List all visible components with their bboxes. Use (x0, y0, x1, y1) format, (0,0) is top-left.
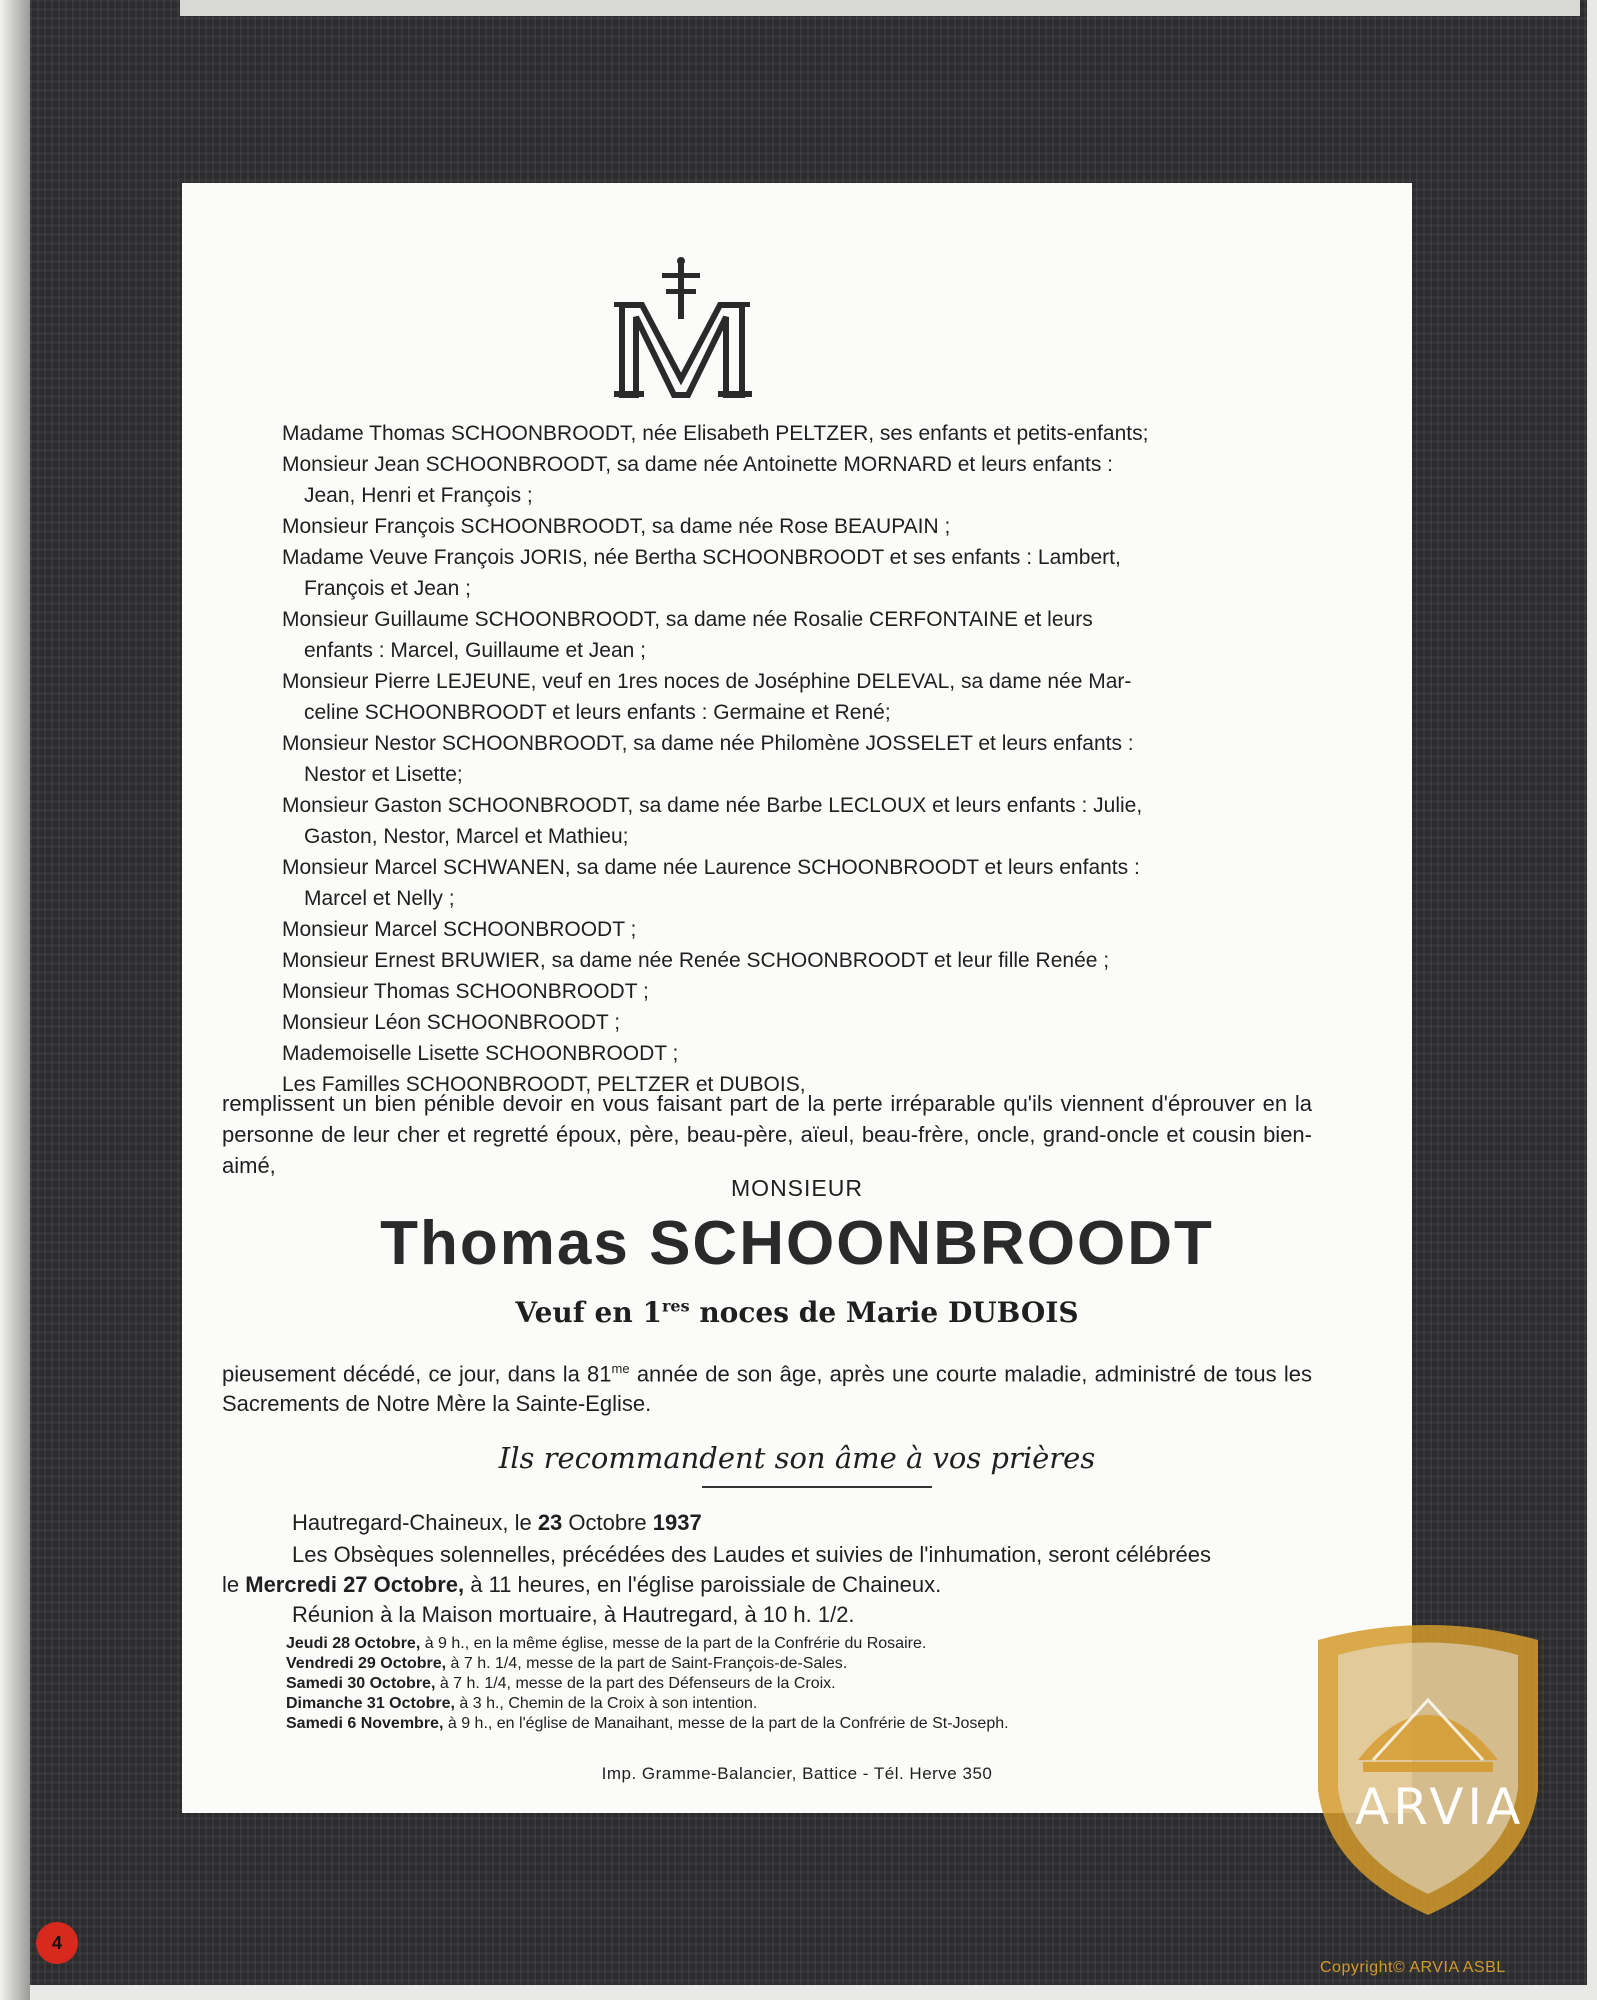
mourner-entry: Monsieur Jean SCHOONBROODT, sa dame née Antoinette MORNARD et leurs enfants : Jean, Henri et François ; (282, 453, 1114, 507)
honorific: MONSIEUR (731, 1175, 863, 1201)
scan-top-edge (180, 0, 1580, 16)
mourner-entry: Monsieur Pierre LEJEUNE, veuf en 1res noces de Joséphine DELEVAL, sa dame née Mar- celine SCHOONBROODT et leurs enfants : Germaine et René; (282, 670, 1132, 724)
scan-bottom-edge (30, 1985, 1597, 2000)
mourner-entry: Monsieur Ernest BRUWIER, sa dame née Renée SCHOONBROODT et leur fille Renée ; (282, 949, 1110, 972)
mass-item: Jeudi 28 Octobre, à 9 h., en la même église, messe de la part de la Confrérie du Rosaire. (286, 1635, 927, 1652)
mourner-entry: Monsieur Thomas SCHOONBROODT ; (282, 980, 649, 1003)
mass-schedule (286, 1634, 1346, 1734)
mourner-entry: Monsieur Marcel SCHWANEN, sa dame née Laurence SCHOONBROODT et leurs enfants : Marcel et Nelly ; (282, 856, 1140, 910)
widower-line: Veuf en 1res noces de Marie DUBOIS (515, 1296, 1079, 1329)
mourners-list (282, 418, 1312, 1100)
gathering-info: Réunion à la Maison mortuaire, à Hautregard, à 10 h. 1/2. (292, 1602, 855, 1627)
printer-credit: Imp. Gramme-Balancier, Battice - Tél. Herve 350 (601, 1764, 993, 1783)
prayer-line: Ils recommandent son âme à vos prières (498, 1441, 1096, 1475)
mourner-entry: Madame Veuve François JORIS, née Bertha SCHOONBROODT et ses enfants : Lambert, François et Jean ; (282, 546, 1121, 600)
marian-monogram-icon (592, 255, 772, 405)
mass-item: Vendredi 29 Octobre, à 7 h. 1/4, messe de la part de Saint-François-de-Sales. (286, 1655, 848, 1672)
scan-edge (0, 0, 30, 2000)
mourner-entry: Mademoiselle Lisette SCHOONBROODT ; (282, 1042, 679, 1065)
mass-item: Dimanche 31 Octobre, à 3 h., Chemin de la Croix à son intention. (286, 1695, 758, 1712)
mass-item: Samedi 30 Octobre, à 7 h. 1/4, messe de la part des Défenseurs de la Croix. (286, 1675, 836, 1692)
divider (702, 1486, 932, 1488)
page-number-badge: 4 (36, 1922, 78, 1964)
place-and-date: Hautregard-Chaineux, le 23 Octobre 1937 (292, 1510, 702, 1535)
watermark-label: ARVIA (1355, 1778, 1525, 1836)
funeral-details: Les Obsèques solennelles, précédées des Laudes et suivies de l'inhumation, seront célébrées le Mercredi 27 Octobre, à 11 heures, en l'église paroissiale de Chaineux. (222, 1542, 1211, 1597)
mourner-entry: Monsieur Guillaume SCHOONBROODT, sa dame née Rosalie CERFONTAINE et leurs enfants : Marcel, Guillaume et Jean ; (282, 608, 1093, 662)
mourner-entry: Madame Thomas SCHOONBROODT, née Elisabeth PELTZER, ses enfants et petits-enfants; (282, 422, 1149, 445)
mourner-entry: Monsieur Léon SCHOONBROODT ; (282, 1011, 621, 1034)
deceased-name: Thomas SCHOONBROODT (380, 1209, 1214, 1278)
mourner-entry: Monsieur Gaston SCHOONBROODT, sa dame née Barbe LECLOUX et leurs enfants : Julie, Gaston, Nestor, Marcel et Mathieu; (282, 794, 1143, 848)
mourner-entry: Monsieur Marcel SCHOONBROODT ; (282, 918, 637, 941)
announcement-text: remplissent un bien pénible devoir en vous faisant part de la perte irréparable qu'ils viennent d'éprouver en la personne de leur cher et regretté époux, père, beau-père, aïeul, beau-frère, oncle, grand-oncle et cousin bien-aimé, (222, 1091, 1312, 1178)
mourner-entry: Monsieur Nestor SCHOONBROODT, sa dame née Philomène JOSSELET et leurs enfants : Nestor et Lisette; (282, 732, 1134, 786)
mourner-entry: Monsieur François SCHOONBROODT, sa dame née Rose BEAUPAIN ; (282, 515, 951, 538)
arvia-shield-watermark-icon (1298, 1610, 1558, 1920)
mourner-entry: Les Familles SCHOONBROODT, PELTZER et DUBOIS, (282, 1073, 806, 1096)
copyright-notice: Copyright© ARVIA ASBL (1320, 1959, 1506, 1976)
death-notice-card (182, 183, 1412, 1813)
mass-item: Samedi 6 Novembre, à 9 h., en l'église de Manaihant, messe de la part de la Confrérie de St-Joseph. (286, 1715, 1009, 1732)
death-details: pieusement décédé, ce jour, dans la $81^{me}$ année de son âge, après une courte maladie, administré de tous les Sacrements de Notre Mère la Sainte-Eglise. (222, 1361, 1312, 1417)
